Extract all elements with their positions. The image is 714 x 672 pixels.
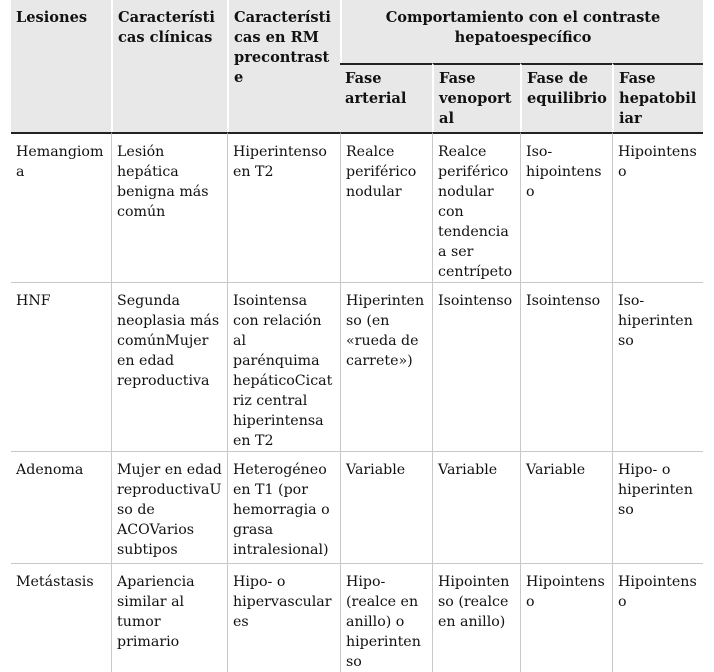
cell-arterial: Hiperintenso (en «rueda de carrete»)	[340, 282, 432, 451]
cell-rm: Hiperintenso en T2	[227, 132, 340, 282]
cell-lesion: Adenoma	[11, 451, 111, 563]
header-caracteristicas-rm: Características en RM precontraste	[227, 0, 340, 132]
cell-hepatobiliar: Hipointenso	[612, 132, 703, 282]
cell-lesion: HNF	[11, 282, 111, 451]
cell-lesion: Metástasis	[11, 563, 111, 672]
cell-hepatobiliar: Iso-hiperintenso	[612, 282, 703, 451]
cell-venoportal: Realce periférico nodular con tendencia a ser centrípeto	[432, 132, 520, 282]
table-header	[11, 0, 703, 132]
cell-venoportal: Isointenso	[432, 282, 520, 451]
table-row	[11, 563, 703, 672]
cell-clinicas: Mujer en edad reproductivaUso de ACOVarios subtipos	[111, 451, 227, 563]
header-caracteristicas-clinicas: Características clínicas	[111, 0, 227, 132]
cell-lesion: Hemangioma	[11, 132, 111, 282]
header-fase-venoportal: Fase venoportal	[432, 63, 520, 132]
cell-venoportal: Variable	[432, 451, 520, 563]
cell-hepatobiliar: Hipointenso	[612, 563, 703, 672]
cell-clinicas: Lesión hepática benigna más común	[111, 132, 227, 282]
table-row	[11, 132, 703, 282]
table-row	[11, 282, 703, 451]
cell-equilibrio: Variable	[520, 451, 612, 563]
header-comportamiento-contraste: Comportamiento con el contraste hepatoespecífico	[340, 0, 703, 63]
cell-equilibrio: Isointenso	[520, 282, 612, 451]
cell-equilibrio: Hipointenso	[520, 563, 612, 672]
cell-venoportal: Hipointenso (realce en anillo)	[432, 563, 520, 672]
cell-clinicas: Apariencia similar al tumor primario	[111, 563, 227, 672]
header-fase-equilibrio: Fase de equilibrio	[520, 63, 612, 132]
header-fase-arterial: Fase arterial	[340, 63, 432, 132]
cell-arterial: Hipo- (realce en anillo) o hiperintenso	[340, 563, 432, 672]
cell-equilibrio: Iso-hipointenso	[520, 132, 612, 282]
cell-rm: Hipo- o hipervasculares	[227, 563, 340, 672]
table-row	[11, 451, 703, 563]
cell-rm: Isointensa con relación al parénquima hepáticoCicatriz central hiperintensa en T2	[227, 282, 340, 451]
cell-clinicas: Segunda neoplasia más comúnMujer en edad reproductiva	[111, 282, 227, 451]
cell-arterial: Variable	[340, 451, 432, 563]
cell-hepatobiliar: Hipo- o hiperintenso	[612, 451, 703, 563]
cell-arterial: Realce periférico nodular	[340, 132, 432, 282]
header-lesiones: Lesiones	[11, 0, 111, 132]
cell-rm: Heterogéneo en T1 (por hemorragia o grasa intralesional)	[227, 451, 340, 563]
header-fase-hepatobiliar: Fase hepatobiliar	[612, 63, 703, 132]
lesions-table	[11, 0, 703, 672]
